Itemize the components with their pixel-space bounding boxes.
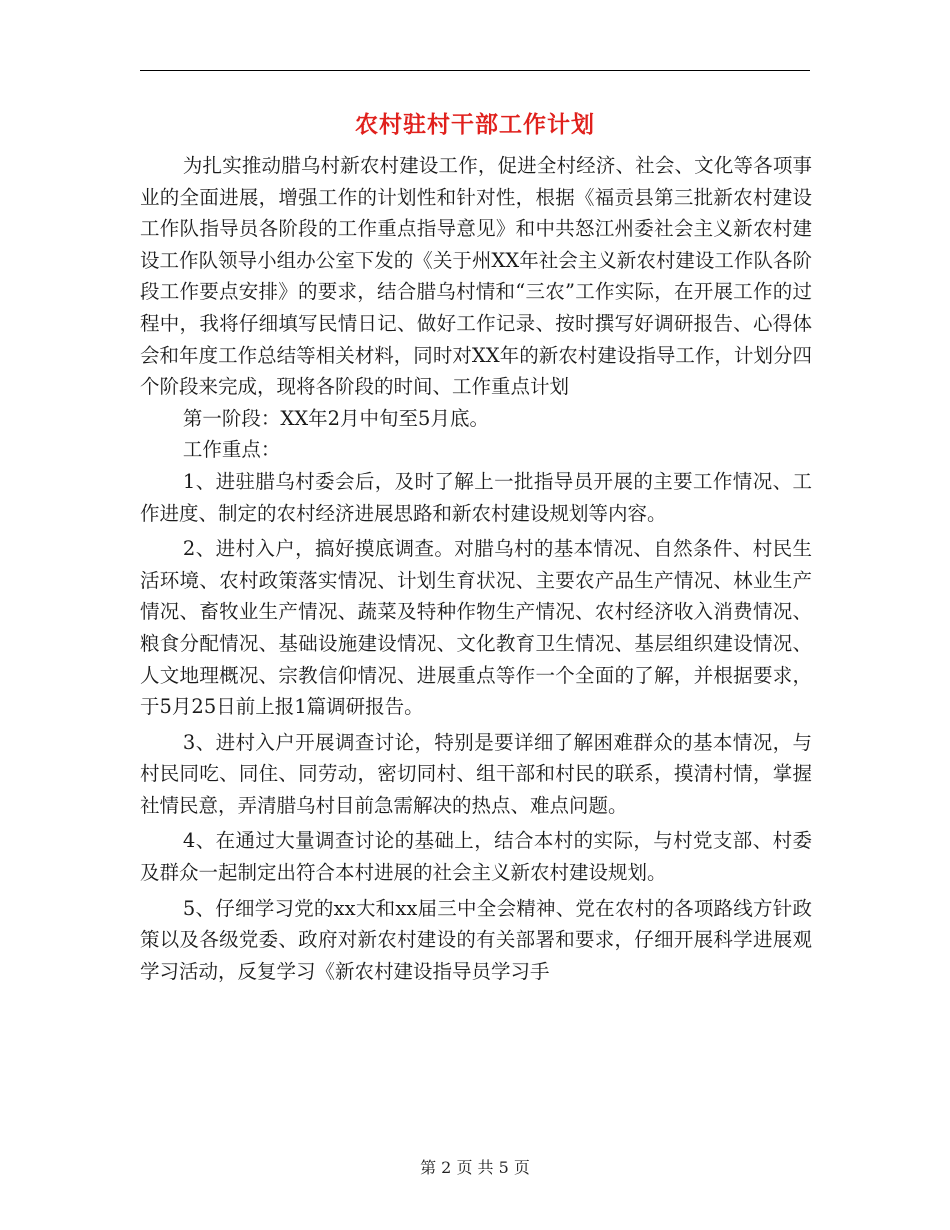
item-3-paragraph: 3、进村入户开展调查讨论，特别是要详细了解困难群众的基本情况，与村民同吃、同住、同劳动，密切同村、组干部和村民的联系，摸清村情，掌握社情民意，弄清腊乌村目前急需解决的热点、难点问题。 [140, 730, 812, 817]
document-title: 农村驻村干部工作计划 [355, 111, 595, 138]
header-rule [140, 70, 810, 71]
item-5-paragraph: 5、仔细学习党的xx大和xx届三中全会精神、党在农村的各项路线方针政策以及各级党委、政府对新农村建设的有关部署和要求，仔细开展科学进展观学习活动，反复学习《新农村建设指导员学习手 [140, 896, 812, 983]
intro-paragraph: 为扎实推动腊乌村新农村建设工作，促进全村经济、社会、文化等各项事业的全面进展，增强工作的计划性和针对性，根据《福贡县第三批新农村建设工作队指导员各阶段的工作重点指导意见》和中共怒江州委社会主义新农村建设工作队领导小组办公室下发的《关于州XX年社会主义新农村建设工作队各阶段工作要点安排》的要求，结合腊乌村情和“三农”工作实际，在开展工作的过程中，我将仔细填写民情日记、做好工作记录、按时撰写好调研报告、心得体会和年度工作总结等相关材料，同时对XX年的新农村建设指导工作，计划分四个阶段来完成，现将各阶段的时间、工作重点计划 [140, 154, 812, 399]
item-4-paragraph: 4、在通过大量调查讨论的基础上，结合本村的实际，与村党支部、村委及群众一起制定出符合本村进展的社会主义新农村建设规划。 [140, 829, 812, 885]
document-body [140, 150, 812, 987]
page-footer: 第 2 页 共 5 页 [420, 1158, 530, 1177]
stage-one-heading: 第一阶段：XX年2月中旬至5月底。 [182, 406, 489, 430]
item-1-paragraph: 1、进驻腊乌村委会后，及时了解上一批指导员开展的主要工作情况、工作进度、制定的农村经济进展思路和新农村建设规划等内容。 [140, 469, 812, 525]
item-2-paragraph: 2、进村入户，搞好摸底调查。对腊乌村的基本情况、自然条件、村民生活环境、农村政策落实情况、计划生育状况、主要农产品生产情况、林业生产情况、畜牧业生产情况、蔬菜及特种作物生产情况、农村经济收入消费情况、粮食分配情况、基础设施建设情况、文化教育卫生情况、基层组织建设情况、人文地理概况、宗教信仰情况、进展重点等作一个全面的了解，并根据要求，于5月25日前上报1篇调研报告。 [140, 537, 812, 719]
work-focus-heading: 工作重点： [182, 438, 281, 462]
